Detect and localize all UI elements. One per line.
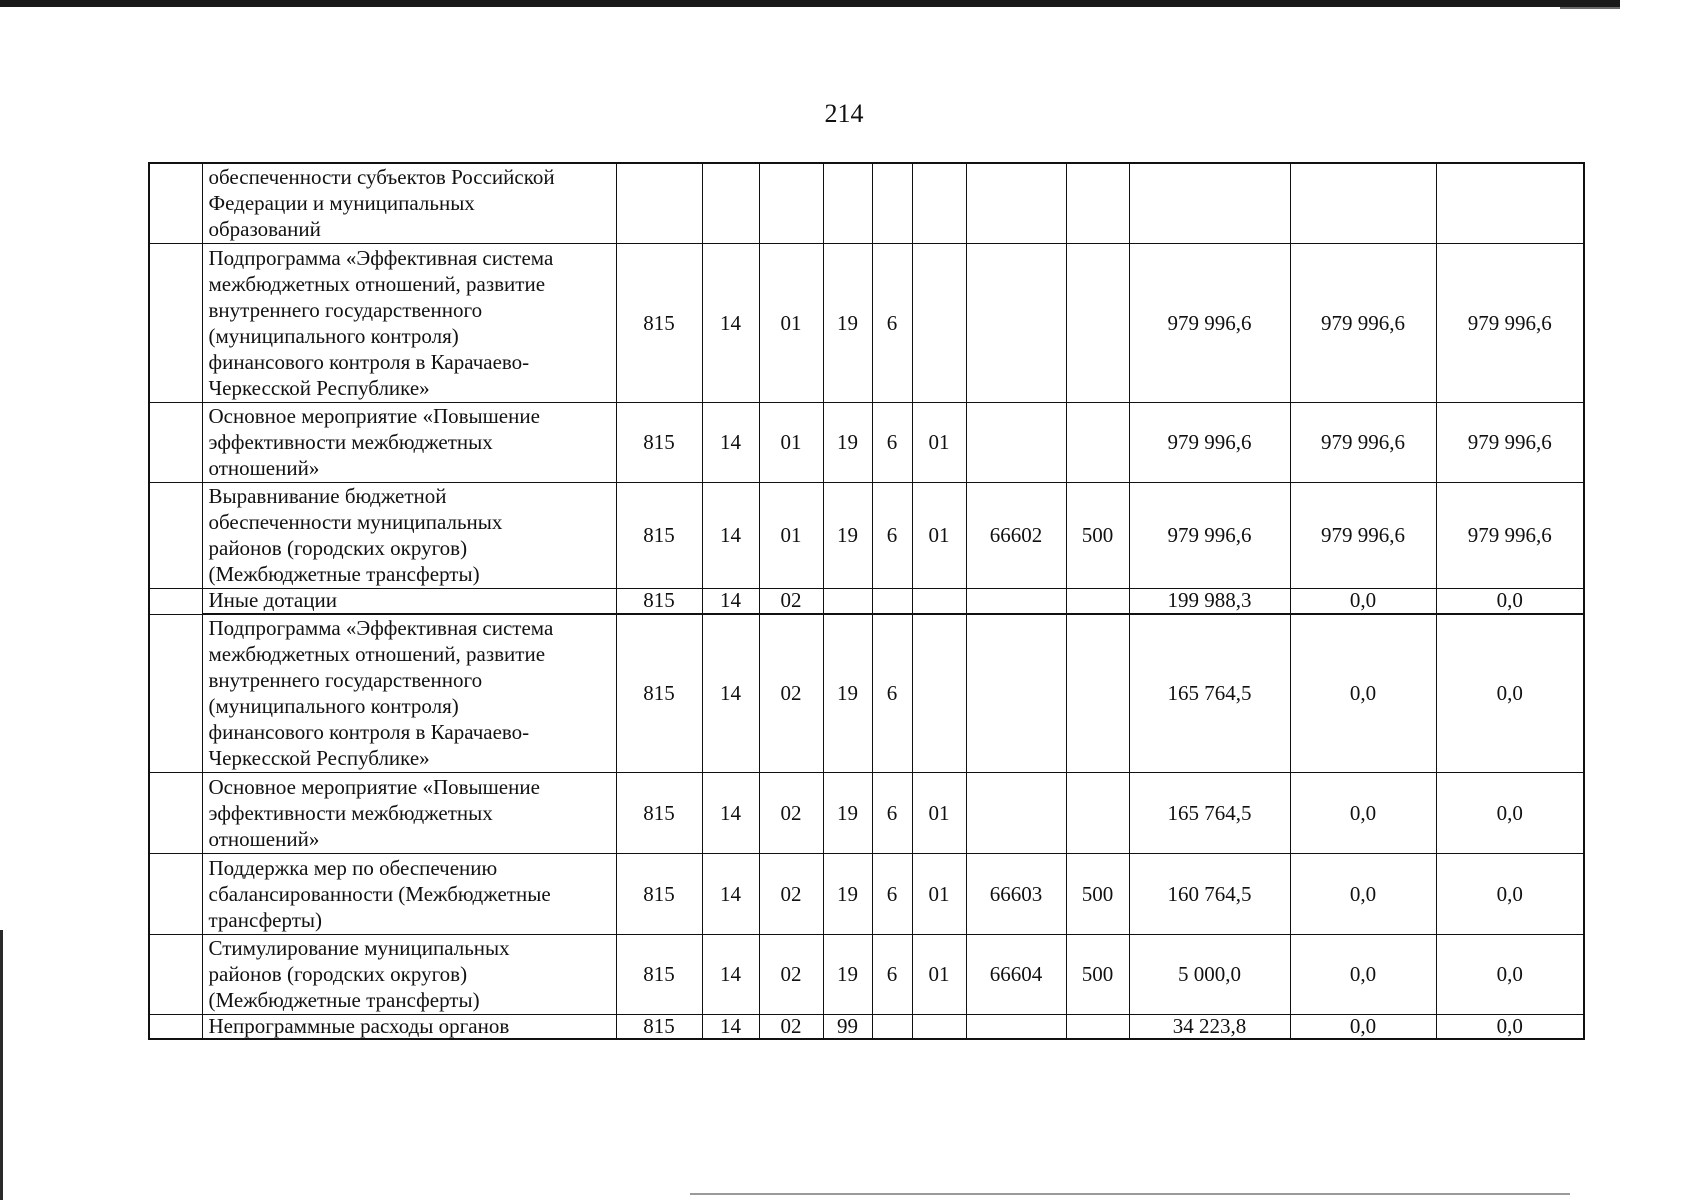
cell-program-code: 19 bbox=[823, 482, 872, 588]
description-line: Основное мероприятие «Повышение bbox=[208, 404, 540, 428]
cell-section-code: 14 bbox=[702, 614, 759, 772]
row-description bbox=[202, 402, 616, 482]
description-line: образований bbox=[208, 217, 321, 242]
cell-section-code: 14 bbox=[702, 588, 759, 614]
description-line: Черкесской Республике» bbox=[208, 746, 430, 771]
cell-event-code: 01 bbox=[912, 853, 966, 934]
cell-event-code: 01 bbox=[912, 772, 966, 853]
row-description bbox=[202, 853, 616, 934]
cell-subprogram-code bbox=[872, 163, 912, 243]
cell-amount-year-1: 34 223,8 bbox=[1129, 1014, 1290, 1039]
budget-table bbox=[148, 162, 1585, 1040]
cell-amount-year-3: 979 996,6 bbox=[1436, 402, 1584, 482]
cell-subsection-code: 01 bbox=[759, 402, 823, 482]
cell-ministry-code bbox=[616, 163, 702, 243]
cell-amount-year-3: 0,0 bbox=[1436, 934, 1584, 1014]
row-description bbox=[202, 1014, 616, 1039]
cell-ministry-code: 815 bbox=[616, 1014, 702, 1039]
table-row bbox=[149, 588, 1584, 614]
table-row bbox=[149, 772, 1584, 853]
description-line: Иные дотации bbox=[208, 588, 337, 613]
table-row bbox=[149, 614, 1584, 772]
cell-expense-type-code bbox=[1066, 614, 1129, 772]
description-line: сбалансированности (Межбюджетные bbox=[208, 881, 551, 906]
table-row bbox=[149, 1014, 1584, 1039]
description-line: финансового контроля в Карачаево- bbox=[208, 349, 530, 374]
description-line: трансферты) bbox=[208, 907, 323, 932]
cell-program-code: 19 bbox=[823, 402, 872, 482]
cell-expense-type-code: 500 bbox=[1066, 853, 1129, 934]
cell-amount-year-2: 0,0 bbox=[1290, 588, 1436, 614]
cell-amount-year-2: 0,0 bbox=[1290, 772, 1436, 853]
cell-subprogram-code: 6 bbox=[872, 934, 912, 1014]
table-row bbox=[149, 402, 1584, 482]
cell-amount-year-3: 0,0 bbox=[1436, 772, 1584, 853]
description-line: (Межбюджетные трансферты) bbox=[208, 562, 480, 586]
cell-direction-code bbox=[966, 163, 1066, 243]
cell-section-code: 14 bbox=[702, 853, 759, 934]
cell-section-code: 14 bbox=[702, 243, 759, 402]
description-line: межбюджетных отношений, развитие bbox=[208, 271, 546, 296]
cell-amount-year-1: 199 988,3 bbox=[1129, 588, 1290, 614]
cell-amount-year-1: 979 996,6 bbox=[1129, 402, 1290, 482]
cell-expense-type-code bbox=[1066, 402, 1129, 482]
description-line: межбюджетных отношений, развитие bbox=[208, 642, 546, 667]
cell-program-code: 99 bbox=[823, 1014, 872, 1039]
cell-event-code: 01 bbox=[912, 402, 966, 482]
cell-section-code: 14 bbox=[702, 934, 759, 1014]
scan-left-edge bbox=[0, 930, 3, 1200]
cell-ministry-code: 815 bbox=[616, 588, 702, 614]
row-number-cell bbox=[149, 614, 202, 772]
cell-amount-year-2: 0,0 bbox=[1290, 853, 1436, 934]
cell-ministry-code: 815 bbox=[616, 402, 702, 482]
cell-amount-year-3: 979 996,6 bbox=[1436, 482, 1584, 588]
cell-ministry-code: 815 bbox=[616, 614, 702, 772]
cell-direction-code: 66602 bbox=[966, 482, 1066, 588]
cell-expense-type-code: 500 bbox=[1066, 934, 1129, 1014]
cell-subsection-code: 02 bbox=[759, 1014, 823, 1039]
description-line: обеспеченности субъектов Российской bbox=[208, 165, 555, 190]
cell-amount-year-3: 979 996,6 bbox=[1436, 243, 1584, 402]
description-line: отношений» bbox=[208, 456, 320, 480]
cell-event-code bbox=[912, 614, 966, 772]
cell-amount-year-2 bbox=[1290, 163, 1436, 243]
cell-direction-code bbox=[966, 772, 1066, 853]
cell-expense-type-code bbox=[1066, 243, 1129, 402]
description-line: Черкесской Республике» bbox=[208, 375, 430, 400]
cell-subsection-code: 02 bbox=[759, 853, 823, 934]
table-row bbox=[149, 853, 1584, 934]
cell-subsection-code: 02 bbox=[759, 772, 823, 853]
cell-direction-code bbox=[966, 243, 1066, 402]
row-description bbox=[202, 243, 616, 402]
cell-expense-type-code bbox=[1066, 588, 1129, 614]
row-number-cell bbox=[149, 163, 202, 243]
description-line: (Межбюджетные трансферты) bbox=[208, 988, 480, 1012]
cell-event-code bbox=[912, 588, 966, 614]
row-number-cell bbox=[149, 482, 202, 588]
cell-ministry-code: 815 bbox=[616, 853, 702, 934]
scan-top-rule bbox=[0, 0, 1620, 7]
description-line: финансового контроля в Карачаево- bbox=[208, 720, 530, 745]
cell-amount-year-2: 0,0 bbox=[1290, 934, 1436, 1014]
cell-direction-code bbox=[966, 1014, 1066, 1039]
scan-top-rule-tail bbox=[1560, 7, 1620, 9]
description-line: районов (городских округов) bbox=[208, 536, 468, 560]
cell-subsection-code: 01 bbox=[759, 482, 823, 588]
cell-program-code: 19 bbox=[823, 934, 872, 1014]
cell-amount-year-2: 0,0 bbox=[1290, 1014, 1436, 1039]
description-line: Непрограммные расходы органов bbox=[208, 1013, 510, 1038]
budget-table-body bbox=[149, 163, 1584, 1039]
cell-subprogram-code: 6 bbox=[872, 243, 912, 402]
cell-amount-year-3: 0,0 bbox=[1436, 588, 1584, 614]
description-line: эффективности межбюджетных bbox=[208, 800, 493, 825]
cell-section-code: 14 bbox=[702, 1014, 759, 1039]
description-line: Поддержка мер по обеспечению bbox=[208, 855, 498, 880]
cell-amount-year-3: 0,0 bbox=[1436, 614, 1584, 772]
cell-direction-code: 66604 bbox=[966, 934, 1066, 1014]
description-line: эффективности межбюджетных bbox=[208, 430, 493, 454]
cell-program-code: 19 bbox=[823, 614, 872, 772]
cell-subsection-code: 02 bbox=[759, 934, 823, 1014]
cell-expense-type-code bbox=[1066, 772, 1129, 853]
cell-ministry-code: 815 bbox=[616, 934, 702, 1014]
description-line: Подпрограмма «Эффективная система bbox=[208, 245, 554, 270]
description-line: Стимулирование муниципальных bbox=[208, 936, 510, 960]
page-number: 214 bbox=[824, 99, 864, 128]
row-description bbox=[202, 614, 616, 772]
cell-section-code: 14 bbox=[702, 402, 759, 482]
cell-subprogram-code: 6 bbox=[872, 853, 912, 934]
cell-direction-code bbox=[966, 588, 1066, 614]
cell-event-code bbox=[912, 243, 966, 402]
description-line: Подпрограмма «Эффективная система bbox=[208, 616, 554, 641]
cell-expense-type-code bbox=[1066, 1014, 1129, 1039]
cell-amount-year-2: 979 996,6 bbox=[1290, 402, 1436, 482]
row-description bbox=[202, 772, 616, 853]
row-number-cell bbox=[149, 588, 202, 614]
cell-subsection-code: 02 bbox=[759, 614, 823, 772]
cell-subprogram-code: 6 bbox=[872, 482, 912, 588]
cell-amount-year-3: 0,0 bbox=[1436, 853, 1584, 934]
cell-event-code bbox=[912, 1014, 966, 1039]
table-row bbox=[149, 934, 1584, 1014]
cell-amount-year-1: 160 764,5 bbox=[1129, 853, 1290, 934]
row-number-cell bbox=[149, 243, 202, 402]
table-row bbox=[149, 163, 1584, 243]
row-description bbox=[202, 482, 616, 588]
table-row bbox=[149, 243, 1584, 402]
description-line: Выравнивание бюджетной bbox=[208, 484, 447, 508]
cell-program-code: 19 bbox=[823, 243, 872, 402]
scan-bottom-rule bbox=[690, 1193, 1570, 1195]
cell-ministry-code: 815 bbox=[616, 772, 702, 853]
cell-ministry-code: 815 bbox=[616, 243, 702, 402]
cell-expense-type-code bbox=[1066, 163, 1129, 243]
cell-section-code: 14 bbox=[702, 482, 759, 588]
description-line: Федерации и муниципальных bbox=[208, 191, 475, 216]
cell-amount-year-3 bbox=[1436, 163, 1584, 243]
description-line: отношений» bbox=[208, 826, 320, 851]
cell-direction-code bbox=[966, 614, 1066, 772]
cell-event-code bbox=[912, 163, 966, 243]
table-row bbox=[149, 482, 1584, 588]
cell-subprogram-code: 6 bbox=[872, 614, 912, 772]
cell-program-code: 19 bbox=[823, 853, 872, 934]
cell-amount-year-2: 979 996,6 bbox=[1290, 482, 1436, 588]
cell-amount-year-1: 165 764,5 bbox=[1129, 614, 1290, 772]
cell-amount-year-2: 979 996,6 bbox=[1290, 243, 1436, 402]
cell-program-code bbox=[823, 163, 872, 243]
cell-expense-type-code: 500 bbox=[1066, 482, 1129, 588]
cell-section-code: 14 bbox=[702, 772, 759, 853]
description-line: (муниципального контроля) bbox=[208, 694, 459, 719]
cell-section-code bbox=[702, 163, 759, 243]
cell-event-code: 01 bbox=[912, 482, 966, 588]
cell-amount-year-3: 0,0 bbox=[1436, 1014, 1584, 1039]
cell-amount-year-1: 5 000,0 bbox=[1129, 934, 1290, 1014]
description-line: районов (городских округов) bbox=[208, 962, 468, 986]
row-description bbox=[202, 934, 616, 1014]
row-number-cell bbox=[149, 772, 202, 853]
row-number-cell bbox=[149, 853, 202, 934]
cell-amount-year-1: 165 764,5 bbox=[1129, 772, 1290, 853]
cell-amount-year-1: 979 996,6 bbox=[1129, 482, 1290, 588]
cell-event-code: 01 bbox=[912, 934, 966, 1014]
cell-subprogram-code bbox=[872, 1014, 912, 1039]
row-number-cell bbox=[149, 1014, 202, 1039]
description-line: Основное мероприятие «Повышение bbox=[208, 774, 540, 799]
cell-subprogram-code: 6 bbox=[872, 402, 912, 482]
row-number-cell bbox=[149, 402, 202, 482]
cell-subsection-code bbox=[759, 163, 823, 243]
cell-amount-year-1: 979 996,6 bbox=[1129, 243, 1290, 402]
row-description bbox=[202, 588, 616, 614]
cell-ministry-code: 815 bbox=[616, 482, 702, 588]
cell-subsection-code: 01 bbox=[759, 243, 823, 402]
cell-program-code: 19 bbox=[823, 772, 872, 853]
description-line: (муниципального контроля) bbox=[208, 323, 459, 348]
description-line: внутреннего государственного bbox=[208, 668, 483, 693]
cell-direction-code: 66603 bbox=[966, 853, 1066, 934]
cell-subsection-code: 02 bbox=[759, 588, 823, 614]
cell-program-code bbox=[823, 588, 872, 614]
cell-subprogram-code bbox=[872, 588, 912, 614]
cell-subprogram-code: 6 bbox=[872, 772, 912, 853]
description-line: обеспеченности муниципальных bbox=[208, 510, 503, 534]
cell-amount-year-1 bbox=[1129, 163, 1290, 243]
row-number-cell bbox=[149, 934, 202, 1014]
row-description bbox=[202, 163, 616, 243]
cell-direction-code bbox=[966, 402, 1066, 482]
description-line: внутреннего государственного bbox=[208, 297, 483, 322]
cell-amount-year-2: 0,0 bbox=[1290, 614, 1436, 772]
